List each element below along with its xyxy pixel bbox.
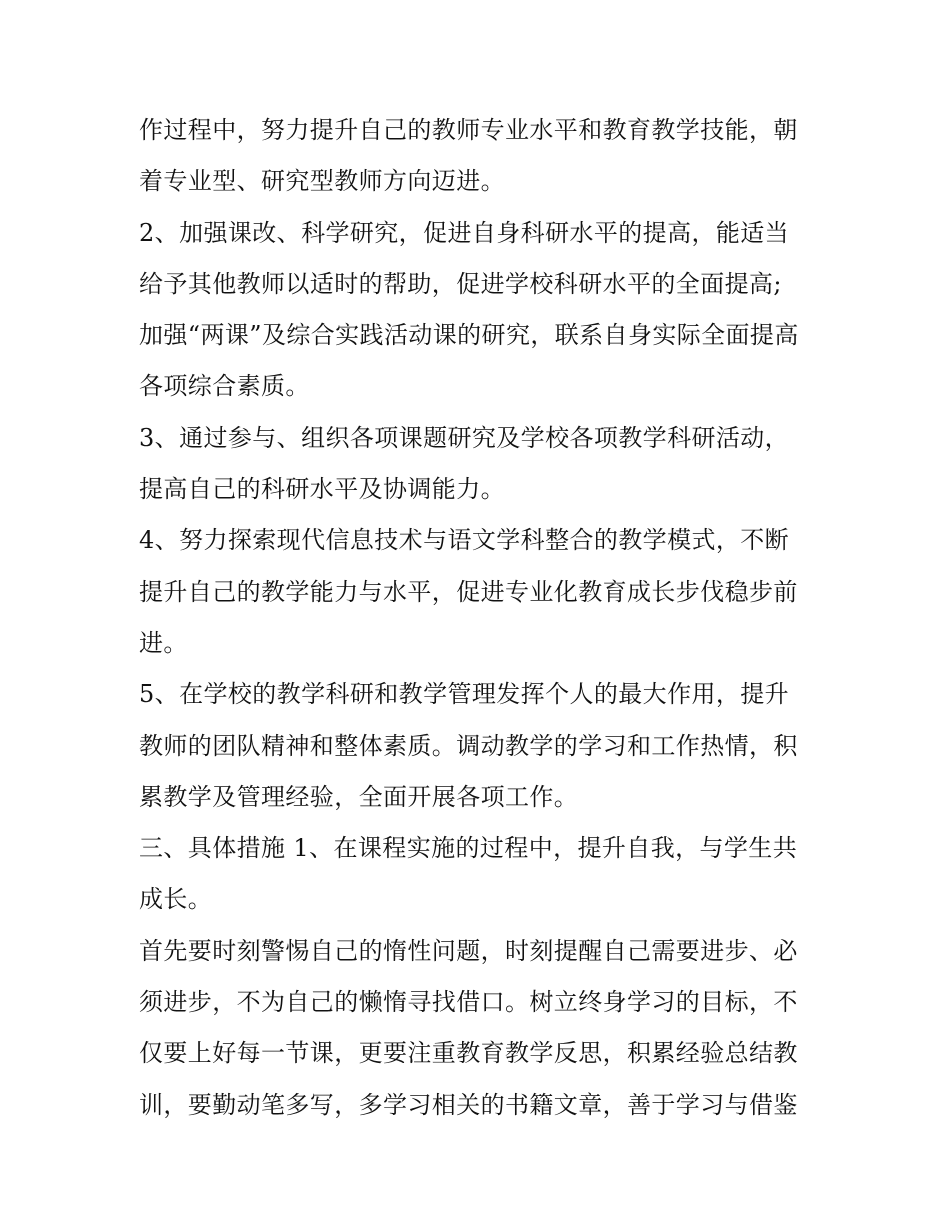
text-line: 3、通过参与、组织各项课题研究及学校各项教学科研活动， <box>139 423 790 452</box>
text-line: 2、加强课改、科学研究，促进自身科研水平的提高，能适当 <box>139 218 790 247</box>
text-line: 三、具体措施 1、在课程实施的过程中，提升自我，与学生共 <box>139 834 798 863</box>
text-line: 给予其他教师以适时的帮助，促进学校科研水平的全面提高; <box>139 269 782 298</box>
text-line: 提升自己的教学能力与水平，促进专业化教育成长步伐稳步前 <box>139 577 798 606</box>
text-line: 着专业型、研究型教师方向迈进。 <box>139 167 505 196</box>
text-line: 5、在学校的教学科研和教学管理发挥个人的最大作用，提升 <box>139 680 790 709</box>
text-line: 进。 <box>139 628 188 657</box>
text-line: 各项综合素质。 <box>139 372 310 401</box>
body-text <box>139 105 829 1131</box>
text-line: 4、努力探索现代信息技术与语文学科整合的教学模式，不断 <box>139 526 790 555</box>
text-line: 训，要勤动笔多写，多学习相关的书籍文章，善于学习与借鉴 <box>139 1090 798 1119</box>
text-line: 累教学及管理经验，全面开展各项工作。 <box>139 782 579 811</box>
text-line: 加强“两课”及综合实践活动课的研究，联系自身实际全面提高 <box>139 321 799 350</box>
text-line: 作过程中，努力提升自己的教师专业水平和教育教学技能，朝 <box>139 116 798 144</box>
text-line: 首先要时刻警惕自己的惰性问题，时刻提醒自己需要进步、必 <box>139 936 798 965</box>
text-line: 须进步，不为自己的懒惰寻找借口。树立终身学习的目标，不 <box>139 988 798 1017</box>
text-line: 成长。 <box>139 885 213 914</box>
text-line: 教师的团队精神和整体素质。调动教学的学习和工作热情，积 <box>139 731 798 760</box>
text-line: 仅要上好每一节课，更要注重教育教学反思，积累经验总结教 <box>139 1039 798 1068</box>
text-line: 提高自己的科研水平及协调能力。 <box>139 475 505 504</box>
